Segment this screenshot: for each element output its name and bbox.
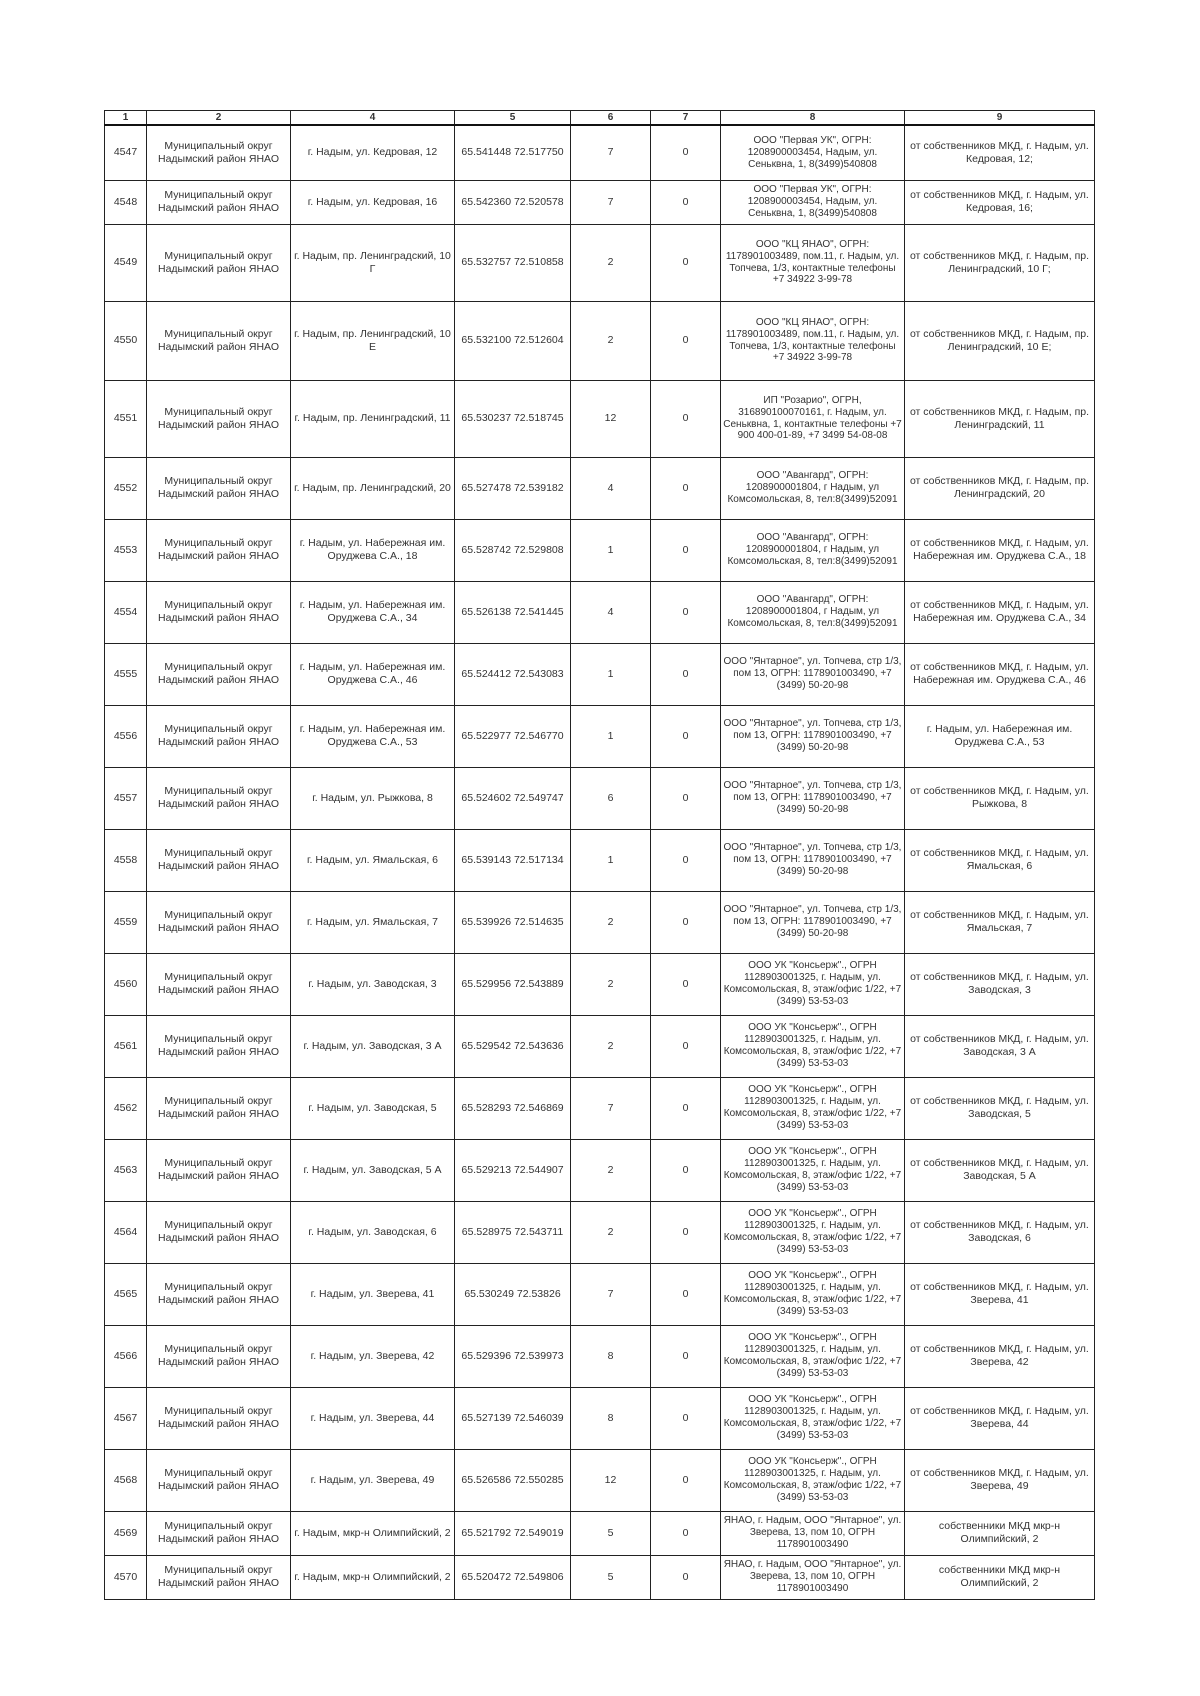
row-number-cell: 4566 bbox=[105, 1325, 147, 1387]
address-cell: г. Надым, пр. Ленинградский, 10 Е bbox=[291, 301, 455, 380]
district-cell: Муниципальный округ Надымский район ЯНАО bbox=[147, 1077, 291, 1139]
registry-table bbox=[104, 110, 1095, 1600]
source-cell: от собственников МКД, г. Надым, ул. Заводская, 6 bbox=[905, 1201, 1095, 1263]
row-number-cell: 4560 bbox=[105, 953, 147, 1015]
source-cell: от собственников МКД, г. Надым, ул. Набережная им. Оруджева С.А., 46 bbox=[905, 643, 1095, 705]
column-7-cell: 0 bbox=[651, 224, 721, 301]
column-7-cell: 0 bbox=[651, 180, 721, 224]
management-company-cell: ООО "Янтарное", ул. Топчева, стр 1/3, пом 13, ОГРН: 1178901003490, +7 (3499) 50-20-98 bbox=[721, 643, 905, 705]
column-7-cell: 0 bbox=[651, 1555, 721, 1599]
address-cell: г. Надым, ул. Набережная им. Оруджева С.А., 18 bbox=[291, 519, 455, 581]
address-cell: г. Надым, ул. Заводская, 3 bbox=[291, 953, 455, 1015]
column-7-cell: 0 bbox=[651, 1263, 721, 1325]
header-col-7: 7 bbox=[651, 111, 721, 126]
source-cell: от собственников МКД, г. Надым, ул. Заводская, 5 bbox=[905, 1077, 1095, 1139]
coordinates-cell: 65.522977 72.546770 bbox=[455, 705, 571, 767]
address-cell: г. Надым, ул. Набережная им. Оруджева С.А., 46 bbox=[291, 643, 455, 705]
coordinates-cell: 65.528742 72.529808 bbox=[455, 519, 571, 581]
address-cell: г. Надым, ул. Заводская, 5 bbox=[291, 1077, 455, 1139]
management-company-cell: ООО УК "Консьерж"., ОГРН 1128903001325, г. Надым, ул. Комсомольская, 8, этаж/офис 1/22, +7 (3499) 53-53-03 bbox=[721, 1449, 905, 1511]
row-number-cell: 4558 bbox=[105, 829, 147, 891]
coordinates-cell: 65.529956 72.543889 bbox=[455, 953, 571, 1015]
district-cell: Муниципальный округ Надымский район ЯНАО bbox=[147, 1263, 291, 1325]
header-col-9: 9 bbox=[905, 111, 1095, 126]
district-cell: Муниципальный округ Надымский район ЯНАО bbox=[147, 891, 291, 953]
row-number-cell: 4556 bbox=[105, 705, 147, 767]
district-cell: Муниципальный округ Надымский район ЯНАО bbox=[147, 1325, 291, 1387]
address-cell: г. Надым, мкр-н Олимпийский, 2 bbox=[291, 1555, 455, 1599]
source-cell: г. Надым, ул. Набережная им. Оруджева С.А., 53 bbox=[905, 705, 1095, 767]
management-company-cell: ООО "Янтарное", ул. Топчева, стр 1/3, пом 13, ОГРН: 1178901003490, +7 (3499) 50-20-98 bbox=[721, 705, 905, 767]
column-7-cell: 0 bbox=[651, 581, 721, 643]
column-6-cell: 8 bbox=[571, 1325, 651, 1387]
table-row bbox=[105, 1325, 1095, 1387]
coordinates-cell: 65.526586 72.550285 bbox=[455, 1449, 571, 1511]
row-number-cell: 4552 bbox=[105, 457, 147, 519]
table-row bbox=[105, 224, 1095, 301]
row-number-cell: 4550 bbox=[105, 301, 147, 380]
column-6-cell: 8 bbox=[571, 1387, 651, 1449]
source-cell: от собственников МКД, г. Надым, ул. Набережная им. Оруджева С.А., 34 bbox=[905, 581, 1095, 643]
district-cell: Муниципальный округ Надымский район ЯНАО bbox=[147, 1015, 291, 1077]
coordinates-cell: 65.530237 72.518745 bbox=[455, 380, 571, 457]
table-row bbox=[105, 1077, 1095, 1139]
source-cell: от собственников МКД, г. Надым, ул. Заводская, 3 А bbox=[905, 1015, 1095, 1077]
column-6-cell: 4 bbox=[571, 581, 651, 643]
source-cell: от собственников МКД, г. Надым, пр. Ленинградский, 20 bbox=[905, 457, 1095, 519]
column-6-cell: 2 bbox=[571, 224, 651, 301]
coordinates-cell: 65.539926 72.514635 bbox=[455, 891, 571, 953]
row-number-cell: 4562 bbox=[105, 1077, 147, 1139]
address-cell: г. Надым, ул. Набережная им. Оруджева С.А., 53 bbox=[291, 705, 455, 767]
column-7-cell: 0 bbox=[651, 380, 721, 457]
column-7-cell: 0 bbox=[651, 1015, 721, 1077]
table-row bbox=[105, 1263, 1095, 1325]
column-7-cell: 0 bbox=[651, 1325, 721, 1387]
column-6-cell: 2 bbox=[571, 1201, 651, 1263]
table-row bbox=[105, 1511, 1095, 1555]
row-number-cell: 4569 bbox=[105, 1511, 147, 1555]
column-6-cell: 5 bbox=[571, 1511, 651, 1555]
district-cell: Муниципальный округ Надымский район ЯНАО bbox=[147, 953, 291, 1015]
source-cell: от собственников МКД, г. Надым, ул. Зверева, 42 bbox=[905, 1325, 1095, 1387]
management-company-cell: ИП "Розарио", ОГРН, 316890100070161, г. Надым, ул. Сеньквна, 1, контактные телефоны +7 900 400-01-89, +7 3499 54-08-08 bbox=[721, 380, 905, 457]
table-row bbox=[105, 457, 1095, 519]
district-cell: Муниципальный округ Надымский район ЯНАО bbox=[147, 643, 291, 705]
management-company-cell: ООО "Янтарное", ул. Топчева, стр 1/3, пом 13, ОГРН: 1178901003490, +7 (3499) 50-20-98 bbox=[721, 891, 905, 953]
coordinates-cell: 65.528975 72.543711 bbox=[455, 1201, 571, 1263]
row-number-cell: 4549 bbox=[105, 224, 147, 301]
source-cell: от собственников МКД, г. Надым, пр. Ленинградский, 10 Е; bbox=[905, 301, 1095, 380]
management-company-cell: ЯНАО, г. Надым, ООО "Янтарное", ул. Зверева, 13, пом 10, ОГРН 1178901003490 bbox=[721, 1555, 905, 1599]
row-number-cell: 4559 bbox=[105, 891, 147, 953]
coordinates-cell: 65.541448 72.517750 bbox=[455, 125, 571, 180]
column-6-cell: 1 bbox=[571, 519, 651, 581]
source-cell: от собственников МКД, г. Надым, ул. Набережная им. Оруджева С.А., 18 bbox=[905, 519, 1095, 581]
address-cell: г. Надым, ул. Кедровая, 16 bbox=[291, 180, 455, 224]
district-cell: Муниципальный округ Надымский район ЯНАО bbox=[147, 1555, 291, 1599]
row-number-cell: 4555 bbox=[105, 643, 147, 705]
header-col-8: 8 bbox=[721, 111, 905, 126]
column-6-cell: 12 bbox=[571, 380, 651, 457]
address-cell: г. Надым, пр. Ленинградский, 10 Г bbox=[291, 224, 455, 301]
address-cell: г. Надым, ул. Зверева, 41 bbox=[291, 1263, 455, 1325]
management-company-cell: ООО "Авангард", ОГРН: 1208900001804, г Надым, ул Комсомольская, 8, тел:8(3499)52091 bbox=[721, 457, 905, 519]
column-7-cell: 0 bbox=[651, 1387, 721, 1449]
table-row bbox=[105, 1555, 1095, 1599]
address-cell: г. Надым, ул. Кедровая, 12 bbox=[291, 125, 455, 180]
source-cell: от собственников МКД, г. Надым, ул. Заводская, 3 bbox=[905, 953, 1095, 1015]
district-cell: Муниципальный округ Надымский район ЯНАО bbox=[147, 125, 291, 180]
source-cell: от собственников МКД, г. Надым, ул. Рыжкова, 8 bbox=[905, 767, 1095, 829]
table-row bbox=[105, 581, 1095, 643]
column-6-cell: 7 bbox=[571, 180, 651, 224]
table-row bbox=[105, 829, 1095, 891]
column-6-cell: 2 bbox=[571, 1015, 651, 1077]
row-number-cell: 4563 bbox=[105, 1139, 147, 1201]
header-col-1: 1 bbox=[105, 111, 147, 126]
source-cell: собственники МКД мкр-н Олимпийский, 2 bbox=[905, 1511, 1095, 1555]
column-6-cell: 1 bbox=[571, 829, 651, 891]
column-6-cell: 7 bbox=[571, 1077, 651, 1139]
address-cell: г. Надым, ул. Зверева, 49 bbox=[291, 1449, 455, 1511]
source-cell: от собственников МКД, г. Надым, ул. Кедровая, 16; bbox=[905, 180, 1095, 224]
column-6-cell: 5 bbox=[571, 1555, 651, 1599]
column-7-cell: 0 bbox=[651, 1449, 721, 1511]
coordinates-cell: 65.526138 72.541445 bbox=[455, 581, 571, 643]
district-cell: Муниципальный округ Надымский район ЯНАО bbox=[147, 1201, 291, 1263]
row-number-cell: 4564 bbox=[105, 1201, 147, 1263]
table-row bbox=[105, 705, 1095, 767]
row-number-cell: 4568 bbox=[105, 1449, 147, 1511]
management-company-cell: ООО "Янтарное", ул. Топчева, стр 1/3, пом 13, ОГРН: 1178901003490, +7 (3499) 50-20-98 bbox=[721, 829, 905, 891]
column-7-cell: 0 bbox=[651, 1511, 721, 1555]
table-row bbox=[105, 380, 1095, 457]
coordinates-cell: 65.542360 72.520578 bbox=[455, 180, 571, 224]
row-number-cell: 4565 bbox=[105, 1263, 147, 1325]
address-cell: г. Надым, ул. Рыжкова, 8 bbox=[291, 767, 455, 829]
coordinates-cell: 65.532757 72.510858 bbox=[455, 224, 571, 301]
district-cell: Муниципальный округ Надымский район ЯНАО bbox=[147, 519, 291, 581]
address-cell: г. Надым, пр. Ленинградский, 20 bbox=[291, 457, 455, 519]
table-row bbox=[105, 1139, 1095, 1201]
column-6-cell: 2 bbox=[571, 953, 651, 1015]
table-row bbox=[105, 767, 1095, 829]
coordinates-cell: 65.532100 72.512604 bbox=[455, 301, 571, 380]
address-cell: г. Надым, ул. Ямальская, 6 bbox=[291, 829, 455, 891]
source-cell: от собственников МКД, г. Надым, ул. Зверева, 41 bbox=[905, 1263, 1095, 1325]
header-col-6: 6 bbox=[571, 111, 651, 126]
coordinates-cell: 65.524602 72.549747 bbox=[455, 767, 571, 829]
source-cell: от собственников МКД, г. Надым, ул. Заводская, 5 А bbox=[905, 1139, 1095, 1201]
column-7-cell: 0 bbox=[651, 643, 721, 705]
management-company-cell: ЯНАО, г. Надым, ООО "Янтарное", ул. Зверева, 13, пом 10, ОГРН 1178901003490 bbox=[721, 1511, 905, 1555]
management-company-cell: ООО УК "Консьерж"., ОГРН 1128903001325, г. Надым, ул. Комсомольская, 8, этаж/офис 1/22, +7 (3499) 53-53-03 bbox=[721, 1325, 905, 1387]
source-cell: от собственников МКД, г. Надым, ул. Кедровая, 12; bbox=[905, 125, 1095, 180]
source-cell: собственники МКД мкр-н Олимпийский, 2 bbox=[905, 1555, 1095, 1599]
column-7-cell: 0 bbox=[651, 767, 721, 829]
row-number-cell: 4553 bbox=[105, 519, 147, 581]
table-row bbox=[105, 1387, 1095, 1449]
management-company-cell: ООО "КЦ ЯНАО", ОГРН: 1178901003489, пом.11, г. Надым, ул. Топчева, 1/3, контактные телефоны +7 34922 3-99-78 bbox=[721, 224, 905, 301]
address-cell: г. Надым, пр. Ленинградский, 11 bbox=[291, 380, 455, 457]
address-cell: г. Надым, ул. Заводская, 6 bbox=[291, 1201, 455, 1263]
address-cell: г. Надым, ул. Заводская, 5 А bbox=[291, 1139, 455, 1201]
row-number-cell: 4557 bbox=[105, 767, 147, 829]
column-6-cell: 7 bbox=[571, 1263, 651, 1325]
column-6-cell: 12 bbox=[571, 1449, 651, 1511]
column-7-cell: 0 bbox=[651, 519, 721, 581]
row-number-cell: 4548 bbox=[105, 180, 147, 224]
column-6-cell: 1 bbox=[571, 643, 651, 705]
management-company-cell: ООО УК "Консьерж"., ОГРН 1128903001325, г. Надым, ул. Комсомольская, 8, этаж/офис 1/22, +7 (3499) 53-53-03 bbox=[721, 1139, 905, 1201]
address-cell: г. Надым, ул. Зверева, 42 bbox=[291, 1325, 455, 1387]
management-company-cell: ООО "КЦ ЯНАО", ОГРН: 1178901003489, пом.11, г. Надым, ул. Топчева, 1/3, контактные телефоны +7 34922 3-99-78 bbox=[721, 301, 905, 380]
address-cell: г. Надым, мкр-н Олимпийский, 2 bbox=[291, 1511, 455, 1555]
district-cell: Муниципальный округ Надымский район ЯНАО bbox=[147, 1139, 291, 1201]
district-cell: Муниципальный округ Надымский район ЯНАО bbox=[147, 581, 291, 643]
source-cell: от собственников МКД, г. Надым, ул. Зверева, 44 bbox=[905, 1387, 1095, 1449]
table-row bbox=[105, 891, 1095, 953]
coordinates-cell: 65.527139 72.546039 bbox=[455, 1387, 571, 1449]
header-col-2: 2 bbox=[147, 111, 291, 126]
column-7-cell: 0 bbox=[651, 891, 721, 953]
column-7-cell: 0 bbox=[651, 1077, 721, 1139]
address-cell: г. Надым, ул. Ямальская, 7 bbox=[291, 891, 455, 953]
management-company-cell: ООО "Первая УК", ОГРН: 1208900003454, Надым, ул. Сеньквна, 1, 8(3499)540808 bbox=[721, 125, 905, 180]
table-body bbox=[105, 125, 1095, 1599]
header-row bbox=[105, 111, 1095, 126]
row-number-cell: 4551 bbox=[105, 380, 147, 457]
column-6-cell: 1 bbox=[571, 705, 651, 767]
column-6-cell: 6 bbox=[571, 767, 651, 829]
row-number-cell: 4554 bbox=[105, 581, 147, 643]
coordinates-cell: 65.520472 72.549806 bbox=[455, 1555, 571, 1599]
row-number-cell: 4567 bbox=[105, 1387, 147, 1449]
header-col-5: 5 bbox=[455, 111, 571, 126]
column-6-cell: 2 bbox=[571, 1139, 651, 1201]
table-row bbox=[105, 953, 1095, 1015]
management-company-cell: ООО "Авангард", ОГРН: 1208900001804, г Надым, ул Комсомольская, 8, тел:8(3499)52091 bbox=[721, 519, 905, 581]
table-row bbox=[105, 125, 1095, 180]
management-company-cell: ООО УК "Консьерж"., ОГРН 1128903001325, г. Надым, ул. Комсомольская, 8, этаж/офис 1/22, +7 (3499) 53-53-03 bbox=[721, 1263, 905, 1325]
coordinates-cell: 65.529396 72.539973 bbox=[455, 1325, 571, 1387]
district-cell: Муниципальный округ Надымский район ЯНАО bbox=[147, 180, 291, 224]
management-company-cell: ООО УК "Консьерж"., ОГРН 1128903001325, г. Надым, ул. Комсомольская, 8, этаж/офис 1/22, +7 (3499) 53-53-03 bbox=[721, 1387, 905, 1449]
column-6-cell: 2 bbox=[571, 301, 651, 380]
coordinates-cell: 65.539143 72.517134 bbox=[455, 829, 571, 891]
header-col-4: 4 bbox=[291, 111, 455, 126]
source-cell: от собственников МКД, г. Надым, ул. Зверева, 49 bbox=[905, 1449, 1095, 1511]
source-cell: от собственников МКД, г. Надым, пр. Ленинградский, 11 bbox=[905, 380, 1095, 457]
coordinates-cell: 65.530249 72.53826 bbox=[455, 1263, 571, 1325]
table-row bbox=[105, 519, 1095, 581]
column-7-cell: 0 bbox=[651, 953, 721, 1015]
row-number-cell: 4561 bbox=[105, 1015, 147, 1077]
district-cell: Муниципальный округ Надымский район ЯНАО bbox=[147, 1511, 291, 1555]
column-7-cell: 0 bbox=[651, 125, 721, 180]
source-cell: от собственников МКД, г. Надым, пр. Ленинградский, 10 Г; bbox=[905, 224, 1095, 301]
column-6-cell: 7 bbox=[571, 125, 651, 180]
table-row bbox=[105, 1201, 1095, 1263]
management-company-cell: ООО "Первая УК", ОГРН: 1208900003454, Надым, ул. Сеньквна, 1, 8(3499)540808 bbox=[721, 180, 905, 224]
column-6-cell: 2 bbox=[571, 891, 651, 953]
district-cell: Муниципальный округ Надымский район ЯНАО bbox=[147, 380, 291, 457]
column-7-cell: 0 bbox=[651, 1139, 721, 1201]
row-number-cell: 4570 bbox=[105, 1555, 147, 1599]
coordinates-cell: 65.528293 72.546869 bbox=[455, 1077, 571, 1139]
management-company-cell: ООО УК "Консьерж"., ОГРН 1128903001325, г. Надым, ул. Комсомольская, 8, этаж/офис 1/22, +7 (3499) 53-53-03 bbox=[721, 953, 905, 1015]
source-cell: от собственников МКД, г. Надым, ул. Ямальская, 6 bbox=[905, 829, 1095, 891]
district-cell: Муниципальный округ Надымский район ЯНАО bbox=[147, 1449, 291, 1511]
address-cell: г. Надым, ул. Заводская, 3 А bbox=[291, 1015, 455, 1077]
coordinates-cell: 65.527478 72.539182 bbox=[455, 457, 571, 519]
table-row bbox=[105, 643, 1095, 705]
source-cell: от собственников МКД, г. Надым, ул. Ямальская, 7 bbox=[905, 891, 1095, 953]
district-cell: Муниципальный округ Надымский район ЯНАО bbox=[147, 457, 291, 519]
row-number-cell: 4547 bbox=[105, 125, 147, 180]
district-cell: Муниципальный округ Надымский район ЯНАО bbox=[147, 767, 291, 829]
column-7-cell: 0 bbox=[651, 829, 721, 891]
coordinates-cell: 65.521792 72.549019 bbox=[455, 1511, 571, 1555]
coordinates-cell: 65.524412 72.543083 bbox=[455, 643, 571, 705]
address-cell: г. Надым, ул. Набережная им. Оруджева С.А., 34 bbox=[291, 581, 455, 643]
district-cell: Муниципальный округ Надымский район ЯНАО bbox=[147, 224, 291, 301]
column-7-cell: 0 bbox=[651, 301, 721, 380]
coordinates-cell: 65.529542 72.543636 bbox=[455, 1015, 571, 1077]
coordinates-cell: 65.529213 72.544907 bbox=[455, 1139, 571, 1201]
table-row bbox=[105, 1015, 1095, 1077]
district-cell: Муниципальный округ Надымский район ЯНАО bbox=[147, 829, 291, 891]
management-company-cell: ООО УК "Консьерж"., ОГРН 1128903001325, г. Надым, ул. Комсомольская, 8, этаж/офис 1/22, +7 (3499) 53-53-03 bbox=[721, 1077, 905, 1139]
district-cell: Муниципальный округ Надымский район ЯНАО bbox=[147, 301, 291, 380]
column-6-cell: 4 bbox=[571, 457, 651, 519]
table-row bbox=[105, 301, 1095, 380]
management-company-cell: ООО УК "Консьерж"., ОГРН 1128903001325, г. Надым, ул. Комсомольская, 8, этаж/офис 1/22, +7 (3499) 53-53-03 bbox=[721, 1201, 905, 1263]
column-7-cell: 0 bbox=[651, 705, 721, 767]
table-row bbox=[105, 1449, 1095, 1511]
address-cell: г. Надым, ул. Зверева, 44 bbox=[291, 1387, 455, 1449]
management-company-cell: ООО "Авангард", ОГРН: 1208900001804, г Надым, ул Комсомольская, 8, тел:8(3499)52091 bbox=[721, 581, 905, 643]
table-row bbox=[105, 180, 1095, 224]
column-7-cell: 0 bbox=[651, 457, 721, 519]
management-company-cell: ООО "Янтарное", ул. Топчева, стр 1/3, пом 13, ОГРН: 1178901003490, +7 (3499) 50-20-98 bbox=[721, 767, 905, 829]
district-cell: Муниципальный округ Надымский район ЯНАО bbox=[147, 705, 291, 767]
management-company-cell: ООО УК "Консьерж"., ОГРН 1128903001325, г. Надым, ул. Комсомольская, 8, этаж/офис 1/22, +7 (3499) 53-53-03 bbox=[721, 1015, 905, 1077]
district-cell: Муниципальный округ Надымский район ЯНАО bbox=[147, 1387, 291, 1449]
column-7-cell: 0 bbox=[651, 1201, 721, 1263]
